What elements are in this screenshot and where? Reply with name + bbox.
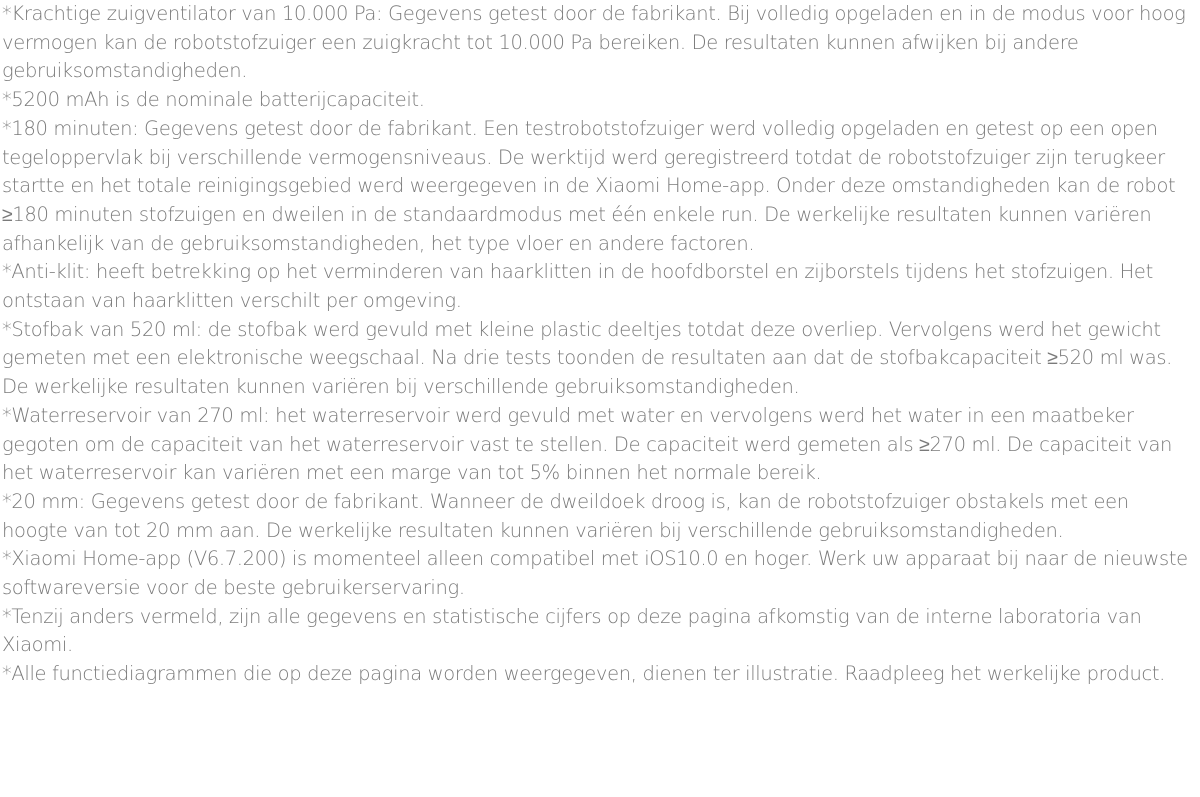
footnote-dustbin: *Stofbak van 520 ml: de stofbak werd gevuld met kleine plastic deeltjes totdat deze overliep. Vervolgens werd het gewicht gemeten met een elektronische weegschaal. Na drie tests toonden de resultaten aan dat de stofbakcapaciteit ≥520 ml was. De werkelijke resultaten kunnen variëren bij verschillende gebruiksomstandigheden. [2,317,1172,399]
footnote-app-compatibility: *Xiaomi Home-app (V6.7.200) is momenteel alleen compatibel met iOS10.0 en hoger. Werk uw apparaat bij naar de nieuwste softwareversie voor de beste gebruikerservaring. [2,547,1188,600]
footnote-battery: *5200 mAh is de nominale batterijcapaciteit. [2,88,425,112]
footnote-obstacle-height: *20 mm: Gegevens getest door de fabrikant. Wanneer de dweildoek droog is, kan de robotstofzuiger obstakels met een hoogte van tot 20 mm aan. De werkelijke resultaten kunnen variëren bij verschillende gebruiksomstandigheden. [2,489,1129,542]
footnote-anti-tangle: *Anti-klit: heeft betrekking op het verminderen van haarklitten in de hoofdborstel en zijborstels tijdens het stofzuigen. Het ontstaan van haarklitten verschilt per omgeving. [2,260,1153,313]
footnote-illustration: *Alle functiediagrammen die op deze pagina worden weergegeven, dienen ter illustratie. Raadpleeg het werkelijke product. [2,662,1165,686]
footnote-suction: *Krachtige zuigventilator van 10.000 Pa: Gegevens getest door de fabrikant. Bij volledig opgeladen en in de modus voor hoog vermogen kan de robotstofzuiger een zuigkracht tot 10.000 Pa bereiken. De resultaten kunnen afwijken bij andere gebruiksomstandigheden. [2,2,1186,83]
footnote-runtime: *180 minuten: Gegevens getest door de fabrikant. Een testrobotstofzuiger werd volledig opgeladen en getest op een open tegeloppervlak bij verschillende vermogensniveaus. De werktijd werd geregistreerd totdat de robotstofzuiger zijn terugkeer startte en het totale reinigingsgebied werd weergegeven in de Xiaomi Home-app. Onder deze omstandigheden kan de robot ≥180 minuten stofzuigen en dweilen in de standaardmodus met één enkele run. De werkelijke resultaten kunnen variëren afhankelijk van de gebruiksomstandigheden, het type vloer en andere factoren. [2,116,1176,255]
footnote-water-tank: *Waterreservoir van 270 ml: het waterreservoir werd gevuld met water en vervolgens werd het water in een maatbeker gegoten om de capaciteit van het waterreservoir vast te stellen. De capaciteit werd gemeten als ≥270 ml. De capaciteit van het waterreservoir kan variëren met een marge van tot 5% binnen het normale bereik. [2,403,1173,485]
footnote-data-source: *Tenzij anders vermeld, zijn alle gegevens en statistische cijfers op deze pagina afkomstig van de interne laboratoria van Xiaomi. [2,604,1142,657]
